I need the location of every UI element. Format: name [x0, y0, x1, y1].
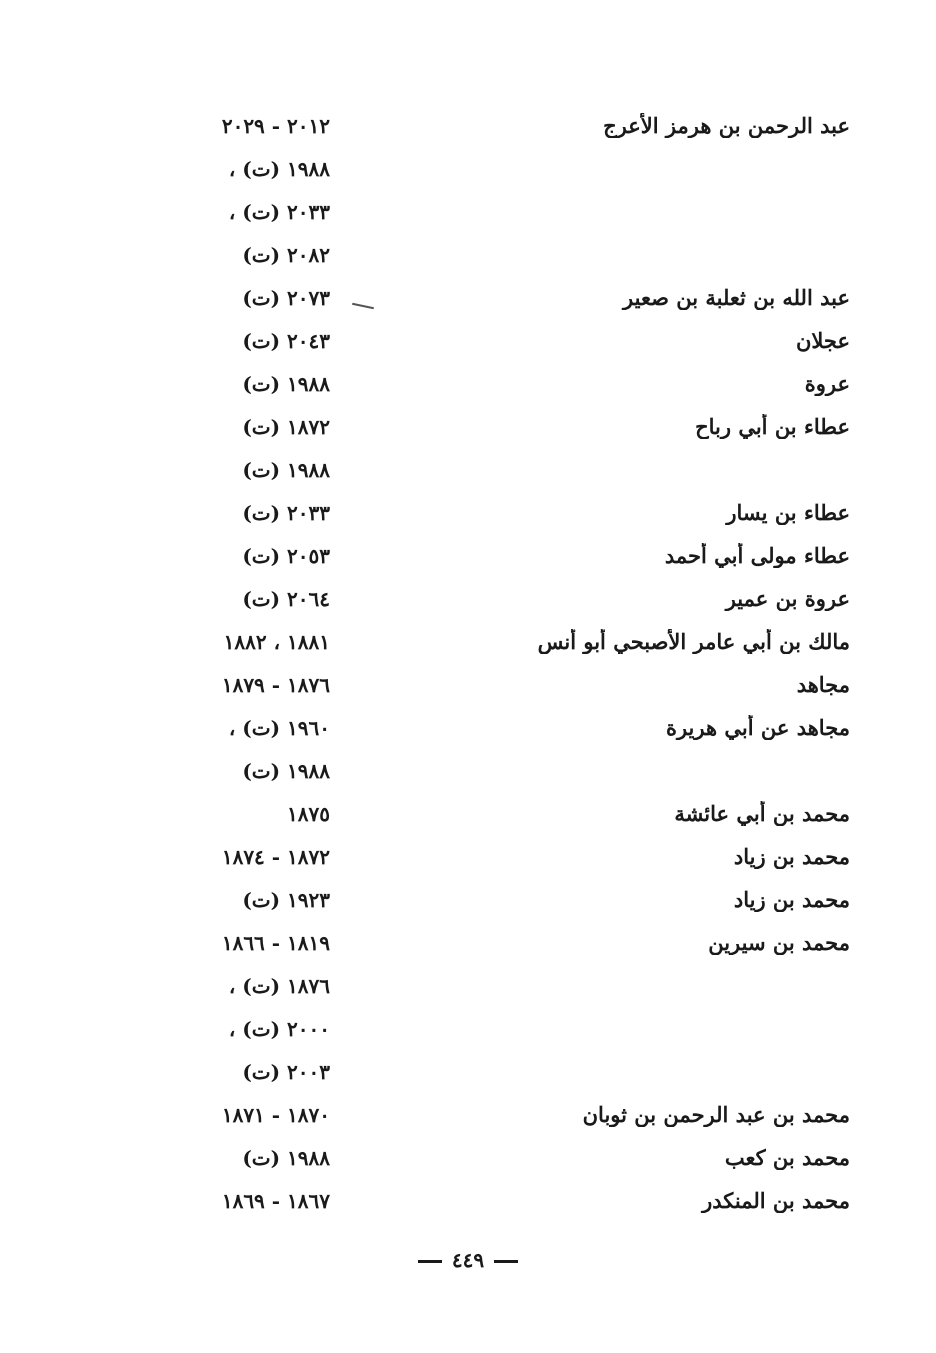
hadith-numbers: ١٨١٩ - ١٨٦٦ — [221, 930, 330, 955]
hadith-numbers: ١٨٨١ ، ١٨٨٢ — [223, 629, 330, 654]
index-row — [150, 491, 850, 534]
hadith-numbers: ١٨٧٠ - ١٨٧١ — [221, 1102, 330, 1127]
index-row — [150, 1050, 850, 1093]
index-row — [150, 319, 850, 362]
narrator-name: عروة — [804, 371, 850, 396]
narrator-name: عجلان — [795, 328, 850, 353]
index-row — [150, 534, 850, 577]
hadith-numbers: ١٨٧٢ (ت) — [242, 414, 330, 439]
index-row — [150, 921, 850, 964]
narrator-name: عروة بن عمير — [725, 586, 850, 611]
hadith-numbers: ٢٠٨٢ (ت) — [242, 242, 330, 267]
index-row — [150, 362, 850, 405]
narrator-name: عبد الرحمن بن هرمز الأعرج — [603, 113, 850, 138]
narrator-name: عطاء مولى أبي أحمد — [664, 543, 850, 568]
narrator-name: عطاء بن يسار — [726, 500, 850, 525]
hadith-numbers: ١٩٨٨ (ت) ، — [228, 156, 330, 181]
hadith-numbers: ١٩٨٨ (ت) — [242, 371, 330, 396]
hadith-numbers: ٢٠٦٤ (ت) — [242, 586, 330, 611]
index-row — [150, 448, 850, 491]
index-row — [150, 1136, 850, 1179]
hadith-numbers: ٢٠٤٣ (ت) — [242, 328, 330, 353]
narrator-name: محمد بن كعب — [724, 1145, 850, 1170]
index-row — [150, 147, 850, 190]
hadith-numbers: ١٩٦٠ (ت) ، — [228, 715, 330, 740]
hadith-numbers: ٢٠٠٣ (ت) — [242, 1059, 330, 1084]
index-row — [150, 577, 850, 620]
narrator-name: مجاهد — [796, 672, 850, 697]
index-row — [150, 233, 850, 276]
index-row — [150, 749, 850, 792]
footer-dash-right — [494, 1260, 518, 1263]
index-row — [150, 964, 850, 1007]
narrator-name: محمد بن المنكدر — [702, 1188, 850, 1213]
page-number: ٤٤٩ — [451, 1248, 485, 1272]
index-row — [150, 878, 850, 921]
index-row — [150, 706, 850, 749]
hadith-numbers: ٢٠٥٣ (ت) — [242, 543, 330, 568]
narrator-name: عطاء بن أبي رباح — [695, 414, 850, 439]
narrator-name: محمد بن زياد — [733, 844, 850, 869]
hadith-numbers: ١٨٦٧ - ١٨٦٩ — [221, 1188, 330, 1213]
name-index-list — [150, 104, 850, 1222]
hadith-numbers: ١٩٢٣ (ت) — [242, 887, 330, 912]
page-footer — [0, 1248, 936, 1272]
hadith-numbers: ٢٠٣٣ (ت) ، — [228, 199, 330, 224]
hadith-numbers: ١٨٧٥ — [287, 801, 330, 826]
narrator-name: محمد بن عبد الرحمن بن ثوبان — [582, 1102, 850, 1127]
hadith-numbers: ١٨٧٢ - ١٨٧٤ — [221, 844, 330, 869]
index-row — [150, 276, 850, 319]
hadith-numbers: ١٨٧٦ (ت) ، — [228, 973, 330, 998]
narrator-name: محمد بن زياد — [733, 887, 850, 912]
index-row — [150, 1007, 850, 1050]
index-row — [150, 792, 850, 835]
narrator-name: عبد الله بن ثعلبة بن صعير — [623, 285, 850, 310]
index-row — [150, 835, 850, 878]
hadith-numbers: ١٩٨٨ (ت) — [242, 758, 330, 783]
narrator-name: محمد بن سيرين — [708, 930, 850, 955]
index-row — [150, 663, 850, 706]
hadith-numbers: ١٨٧٦ - ١٨٧٩ — [221, 672, 330, 697]
index-row — [150, 620, 850, 663]
hadith-numbers: ٢٠١٢ - ٢٠٢٩ — [221, 113, 330, 138]
index-row — [150, 104, 850, 147]
index-row — [150, 1093, 850, 1136]
hadith-numbers: ٢٠٧٣ (ت) — [242, 285, 330, 310]
index-row — [150, 1179, 850, 1222]
hadith-numbers: ١٩٨٨ (ت) — [242, 457, 330, 482]
hadith-numbers: ٢٠٣٣ (ت) — [242, 500, 330, 525]
hadith-numbers: ٢٠٠٠ (ت) ، — [228, 1016, 330, 1041]
index-row — [150, 190, 850, 233]
footer-dash-left — [418, 1260, 442, 1263]
index-row — [150, 405, 850, 448]
narrator-name: محمد بن أبي عائشة — [674, 801, 850, 826]
narrator-name: مالك بن أبي عامر الأصبحي أبو أنس — [537, 629, 850, 654]
narrator-name: مجاهد عن أبي هريرة — [665, 715, 850, 740]
hadith-numbers: ١٩٨٨ (ت) — [242, 1145, 330, 1170]
